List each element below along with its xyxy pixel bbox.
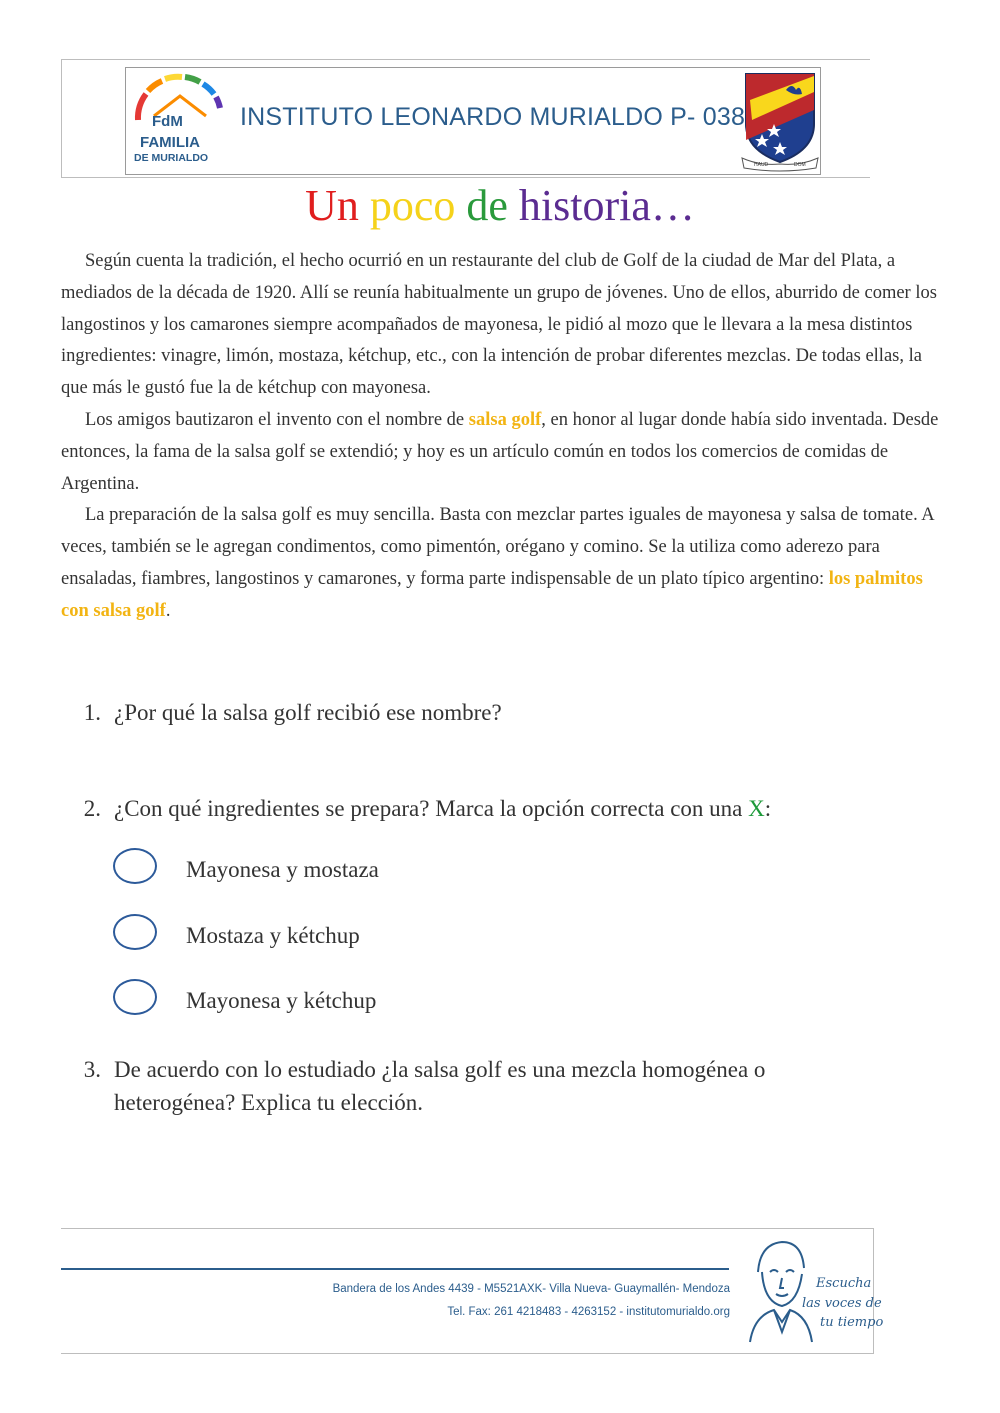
institute-name: INSTITUTO LEONARDO MURIALDO P- 038 [240, 103, 746, 131]
institute-shield [740, 70, 820, 170]
svg-text:HAUD: HAUD [754, 162, 769, 168]
option-radio-1[interactable] [113, 848, 157, 884]
title-word: Un [305, 181, 359, 230]
footer-contact: Tel. Fax: 261 4218483 - 4263152 - institutomurialdo.org [447, 1306, 730, 1318]
footer-address: Bandera de los Andes 4439 - M5521AXK- Villa Nueva- Guaymallén- Mendoza [332, 1283, 730, 1295]
highlight-palmitos: los palmitos con salsa golf [61, 568, 923, 621]
option-label-3: Mayonesa y kétchup [186, 988, 377, 1013]
svg-text:DE MURIALDO: DE MURIALDO [134, 152, 209, 164]
option-radio-2[interactable] [113, 914, 157, 950]
murialdo-portrait-logo [740, 1232, 884, 1347]
page-title [0, 180, 1000, 231]
question-1: 1. ¿Por qué la salsa golf recibió ese nombre? [83, 700, 502, 725]
option-radio-3[interactable] [113, 979, 157, 1015]
highlight-salsa-golf: salsa golf [468, 409, 542, 430]
paragraph-2: Los amigos bautizaron el invento con el nombre de salsa golf, en honor al lugar donde había sido inventada. Desde entonces, la fama de la salsa golf se extendió; y hoy es un artículo común en todos los comercios de comidas de Argentina. [61, 409, 939, 494]
paragraph-3: La preparación de la salsa golf es muy sencilla. Basta con mezclar partes iguales de mayonesa y salsa de tomate. A veces, también se le agregan condimentos, como pimentón, orégano y comino. Se la utiliza como aderezo para ensaladas, fiambres, langostinos y camarones, y forma parte indispensable de un plato típico argentino: los palmitos con salsa golf. [61, 505, 934, 621]
svg-text:DOM: DOM [794, 162, 806, 168]
footer-divider [61, 1268, 729, 1270]
title-word: poco [369, 181, 456, 230]
option-label-1: Mayonesa y mostaza [186, 857, 379, 882]
portrait-icon [750, 1242, 812, 1342]
svg-text:FdM: FdM [152, 113, 183, 130]
question-2: 2. ¿Con qué ingredientes se prepara? Marca la opción correcta con una X: [83, 796, 772, 821]
option-label-2: Mostaza y kétchup [186, 923, 360, 948]
svg-text:Escucha: Escucha [816, 1276, 872, 1291]
story-text [61, 246, 941, 628]
x-mark: X [748, 796, 765, 821]
title-word: de [466, 181, 508, 230]
svg-text:tu tiempo: tu tiempo [820, 1315, 884, 1330]
question-3: 3. De acuerdo con lo estudiado ¿la salsa golf es una mezcla homogénea o heterogénea? Explica tu elección. [83, 1057, 766, 1115]
svg-text:las voces de: las voces de [802, 1296, 882, 1311]
paragraph-1: Según cuenta la tradición, el hecho ocurrió en un restaurante del club de Golf de la ciudad de Mar del Plata, a mediados de la década de 1920. Allí se reunía habitualmente un grupo de jóvenes. Uno de ellos, aburrido de comer los langostinos y los camarones siempre acompañados de mayonesa, le pidió al mozo que le llevara a la mesa distintos ingredientes: vinagre, limón, mostaza, kétchup, etc., con la intención de probar diferentes mezclas. De todas ellas, la que más le gustó fue la de kétchup con mayonesa. [61, 251, 937, 399]
familia-murialdo-logo [132, 74, 228, 166]
title-word: historia… [518, 181, 695, 230]
svg-text:FAMILIA: FAMILIA [140, 134, 200, 151]
